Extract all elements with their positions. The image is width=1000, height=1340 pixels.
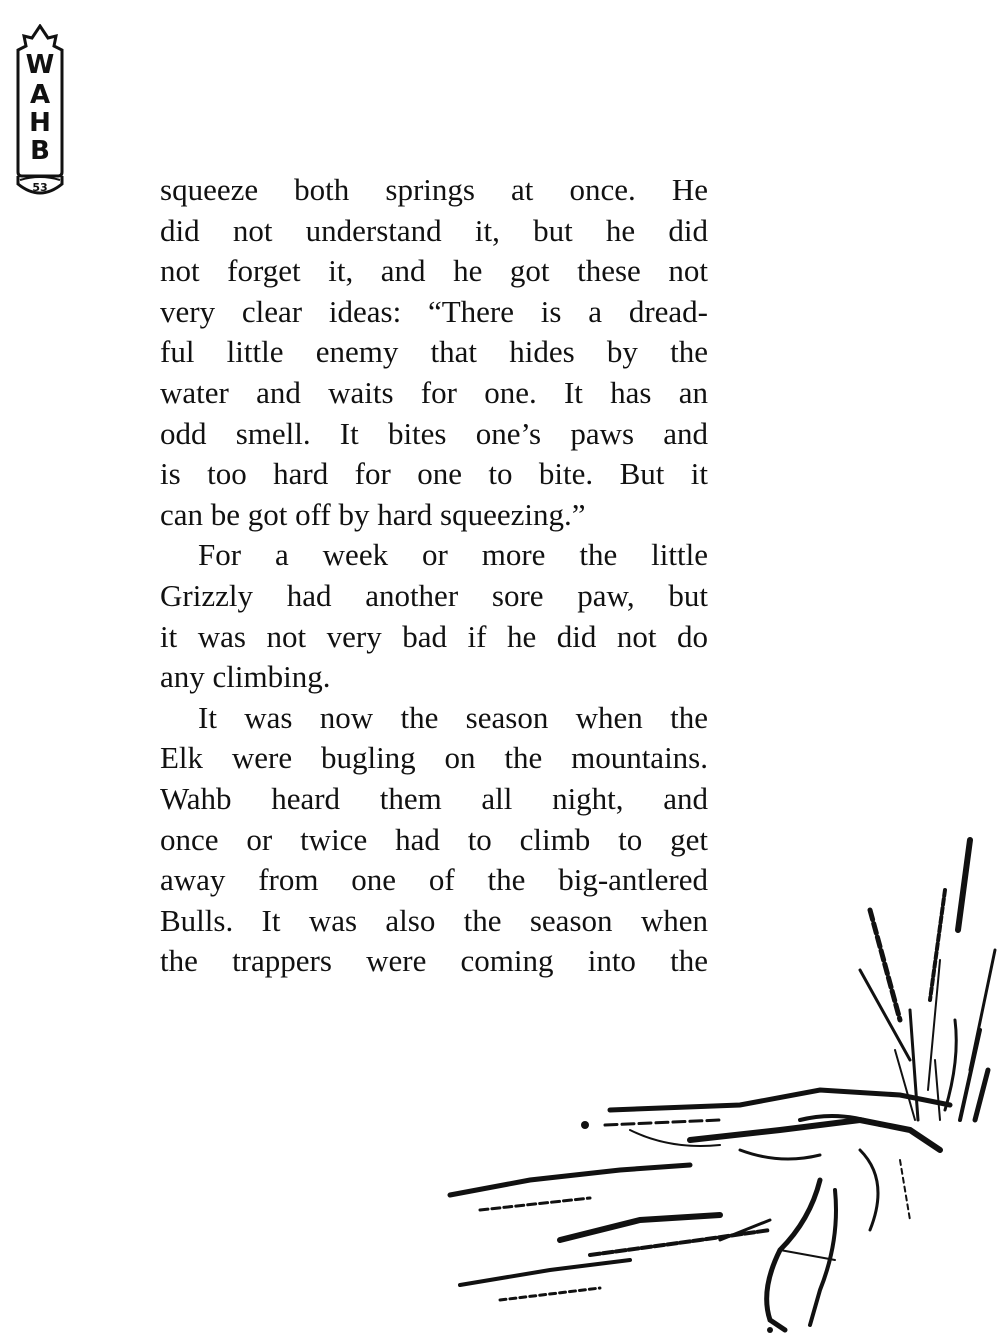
running-head-letter: B [30,136,50,166]
text-line: Bulls. It was also the season when [160,902,708,938]
text-line: any climbing. [160,659,331,695]
text-line: Wahb heard them all night, and [160,780,708,816]
text-line: Grizzly had another sore paw, but [160,577,708,613]
running-head-letter: W [25,50,55,80]
text-line: the trappers were coming into the [160,943,708,979]
text-line: For a week or more the little [198,537,708,573]
text-line: odd smell. It bites one’s paws and [160,415,708,451]
text-line: can be got off by hard squeezing.” [160,496,586,532]
running-head-letter: A [29,80,51,110]
text-line: is too hard for one to bite. But it [160,456,708,492]
text-line: ful little enemy that hides by the [160,334,708,370]
text-line: did not understand it, but he did [160,212,708,248]
text-line: it was not very bad if he did not do [160,618,708,654]
running-head-letter: H [29,108,51,138]
text-line: It was now the season when the [198,699,708,735]
text-line: away from one of the big-antlered [160,862,708,898]
text-line: once or twice had to climb to get [160,821,708,857]
text-line: squeeze both springs at once. He [160,172,708,207]
text-line: not forget it, and he got these not [160,253,708,289]
running-head-badge [10,24,70,214]
page-number: 53 [32,181,48,194]
text-line: very clear ideas: “There is a dread- [160,293,708,329]
reeds-and-log-sketch-icon [440,820,1000,1340]
text-line: water and waits for one. It has an [160,374,708,410]
text-line: Elk were bugling on the mountains. [160,740,708,776]
